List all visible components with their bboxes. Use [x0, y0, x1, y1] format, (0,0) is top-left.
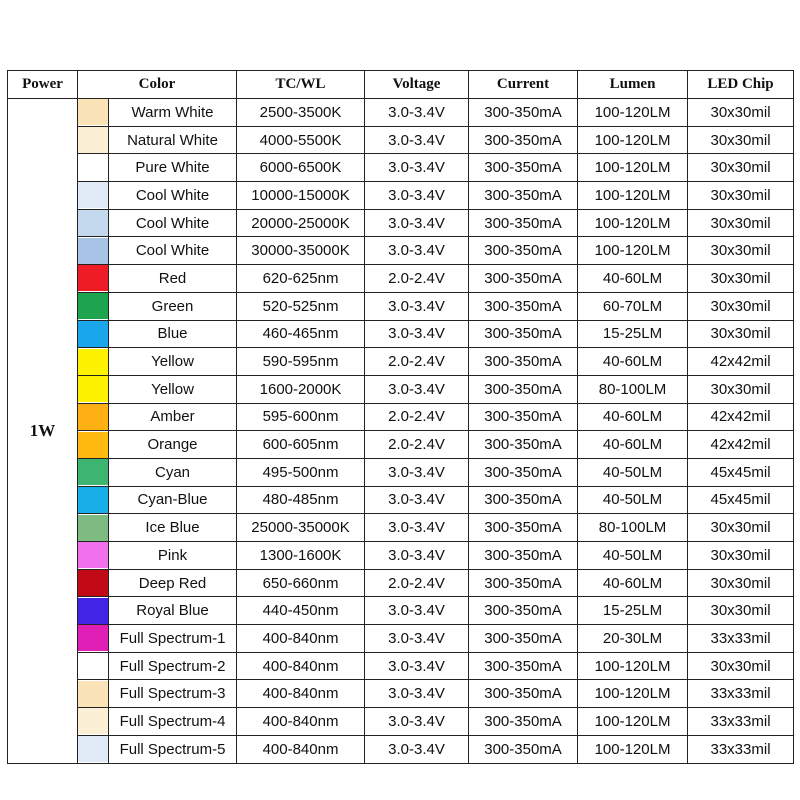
color-swatch	[78, 515, 108, 541]
voltage-cell: 2.0-2.4V	[365, 569, 469, 597]
color-name-cell: Full Spectrum-5	[109, 735, 237, 763]
color-name-cell: Yellow	[109, 375, 237, 403]
voltage-cell: 3.0-3.4V	[365, 680, 469, 708]
color-name-cell: Natural White	[109, 126, 237, 154]
color-swatch-cell	[78, 126, 109, 154]
lumen-cell: 100-120LM	[578, 680, 688, 708]
voltage-cell: 3.0-3.4V	[365, 597, 469, 625]
current-cell: 300-350mA	[469, 209, 578, 237]
power-cell: 1W	[8, 99, 78, 764]
table-row	[8, 431, 794, 459]
lumen-cell: 80-100LM	[578, 514, 688, 542]
current-cell: 300-350mA	[469, 708, 578, 736]
voltage-cell: 3.0-3.4V	[365, 182, 469, 210]
color-swatch-cell	[78, 514, 109, 542]
color-swatch-cell	[78, 708, 109, 736]
voltage-cell: 3.0-3.4V	[365, 320, 469, 348]
led-chip-cell: 45x45mil	[688, 458, 794, 486]
color-swatch	[78, 210, 108, 236]
voltage-cell: 3.0-3.4V	[365, 542, 469, 570]
lumen-cell: 100-120LM	[578, 209, 688, 237]
led-chip-cell: 30x30mil	[688, 182, 794, 210]
current-cell: 300-350mA	[469, 320, 578, 348]
table-row	[8, 542, 794, 570]
color-swatch	[78, 99, 108, 125]
tcwl-cell: 25000-35000K	[237, 514, 365, 542]
header-power: Power	[8, 71, 78, 99]
table-row	[8, 154, 794, 182]
color-swatch-cell	[78, 375, 109, 403]
tcwl-cell: 480-485nm	[237, 486, 365, 514]
color-swatch	[78, 182, 108, 208]
table-row	[8, 486, 794, 514]
led-chip-cell: 30x30mil	[688, 265, 794, 293]
color-name-cell: Cool White	[109, 237, 237, 265]
tcwl-cell: 2500-3500K	[237, 99, 365, 127]
tcwl-cell: 400-840nm	[237, 708, 365, 736]
led-chip-cell: 33x33mil	[688, 625, 794, 653]
color-name-cell: Blue	[109, 320, 237, 348]
table-row	[8, 514, 794, 542]
current-cell: 300-350mA	[469, 348, 578, 376]
voltage-cell: 3.0-3.4V	[365, 126, 469, 154]
tcwl-cell: 650-660nm	[237, 569, 365, 597]
voltage-cell: 3.0-3.4V	[365, 625, 469, 653]
led-chip-cell: 42x42mil	[688, 348, 794, 376]
led-chip-cell: 30x30mil	[688, 652, 794, 680]
led-chip-cell: 30x30mil	[688, 597, 794, 625]
color-swatch-cell	[78, 458, 109, 486]
voltage-cell: 3.0-3.4V	[365, 209, 469, 237]
current-cell: 300-350mA	[469, 680, 578, 708]
current-cell: 300-350mA	[469, 292, 578, 320]
lumen-cell: 15-25LM	[578, 597, 688, 625]
header-color: Color	[78, 71, 237, 99]
tcwl-cell: 620-625nm	[237, 265, 365, 293]
led-chip-cell: 30x30mil	[688, 126, 794, 154]
table-row	[8, 652, 794, 680]
color-swatch	[78, 293, 108, 319]
lumen-cell: 100-120LM	[578, 652, 688, 680]
color-swatch	[78, 349, 108, 375]
color-name-cell: Cool White	[109, 209, 237, 237]
current-cell: 300-350mA	[469, 486, 578, 514]
tcwl-cell: 400-840nm	[237, 680, 365, 708]
color-name-cell: Ice Blue	[109, 514, 237, 542]
table-row	[8, 458, 794, 486]
voltage-cell: 2.0-2.4V	[365, 403, 469, 431]
color-swatch	[78, 432, 108, 458]
current-cell: 300-350mA	[469, 154, 578, 182]
current-cell: 300-350mA	[469, 542, 578, 570]
color-name-cell: Cyan-Blue	[109, 486, 237, 514]
led-chip-cell: 45x45mil	[688, 486, 794, 514]
led-chip-cell: 30x30mil	[688, 514, 794, 542]
color-swatch-cell	[78, 237, 109, 265]
current-cell: 300-350mA	[469, 569, 578, 597]
tcwl-cell: 400-840nm	[237, 652, 365, 680]
table-row	[8, 265, 794, 293]
lumen-cell: 40-60LM	[578, 403, 688, 431]
voltage-cell: 3.0-3.4V	[365, 735, 469, 763]
table-row	[8, 569, 794, 597]
color-name-cell: Full Spectrum-3	[109, 680, 237, 708]
tcwl-cell: 30000-35000K	[237, 237, 365, 265]
color-swatch-cell	[78, 209, 109, 237]
tcwl-cell: 10000-15000K	[237, 182, 365, 210]
tcwl-cell: 495-500nm	[237, 458, 365, 486]
current-cell: 300-350mA	[469, 431, 578, 459]
header-lumen: Lumen	[578, 71, 688, 99]
led-chip-cell: 30x30mil	[688, 154, 794, 182]
color-swatch-cell	[78, 652, 109, 680]
voltage-cell: 3.0-3.4V	[365, 652, 469, 680]
color-swatch	[78, 238, 108, 264]
color-swatch	[78, 598, 108, 624]
voltage-cell: 3.0-3.4V	[365, 237, 469, 265]
tcwl-cell: 460-465nm	[237, 320, 365, 348]
led-chip-cell: 30x30mil	[688, 237, 794, 265]
table-row	[8, 292, 794, 320]
table-row	[8, 99, 794, 127]
color-swatch-cell	[78, 597, 109, 625]
tcwl-cell: 1300-1600K	[237, 542, 365, 570]
current-cell: 300-350mA	[469, 403, 578, 431]
color-name-cell: Warm White	[109, 99, 237, 127]
color-swatch-cell	[78, 99, 109, 127]
table-row	[8, 182, 794, 210]
lumen-cell: 100-120LM	[578, 182, 688, 210]
lumen-cell: 100-120LM	[578, 708, 688, 736]
color-swatch-cell	[78, 431, 109, 459]
lumen-cell: 100-120LM	[578, 735, 688, 763]
header-tcwl: TC/WL	[237, 71, 365, 99]
table-row	[8, 403, 794, 431]
color-swatch-cell	[78, 265, 109, 293]
color-swatch	[78, 321, 108, 347]
color-swatch-cell	[78, 320, 109, 348]
table-row	[8, 348, 794, 376]
led-chip-cell: 33x33mil	[688, 708, 794, 736]
voltage-cell: 3.0-3.4V	[365, 375, 469, 403]
current-cell: 300-350mA	[469, 597, 578, 625]
voltage-cell: 3.0-3.4V	[365, 514, 469, 542]
lumen-cell: 40-50LM	[578, 486, 688, 514]
table-row	[8, 320, 794, 348]
table-row	[8, 597, 794, 625]
color-swatch	[78, 265, 108, 291]
led-chip-cell: 30x30mil	[688, 569, 794, 597]
color-name-cell: Pink	[109, 542, 237, 570]
current-cell: 300-350mA	[469, 265, 578, 293]
led-spec-table	[7, 70, 794, 764]
color-swatch-cell	[78, 154, 109, 182]
lumen-cell: 40-60LM	[578, 569, 688, 597]
color-swatch-cell	[78, 625, 109, 653]
current-cell: 300-350mA	[469, 99, 578, 127]
color-swatch	[78, 155, 108, 181]
color-swatch	[78, 404, 108, 430]
table-row	[8, 209, 794, 237]
lumen-cell: 15-25LM	[578, 320, 688, 348]
color-swatch	[78, 681, 108, 707]
color-name-cell: Amber	[109, 403, 237, 431]
color-swatch-cell	[78, 569, 109, 597]
color-swatch	[78, 542, 108, 568]
color-swatch-cell	[78, 486, 109, 514]
voltage-cell: 3.0-3.4V	[365, 708, 469, 736]
color-swatch-cell	[78, 680, 109, 708]
led-chip-cell: 33x33mil	[688, 680, 794, 708]
lumen-cell: 40-50LM	[578, 458, 688, 486]
tcwl-cell: 6000-6500K	[237, 154, 365, 182]
color-name-cell: Green	[109, 292, 237, 320]
color-swatch	[78, 459, 108, 485]
led-chip-cell: 30x30mil	[688, 209, 794, 237]
lumen-cell: 100-120LM	[578, 126, 688, 154]
lumen-cell: 100-120LM	[578, 99, 688, 127]
lumen-cell: 80-100LM	[578, 375, 688, 403]
voltage-cell: 3.0-3.4V	[365, 486, 469, 514]
lumen-cell: 60-70LM	[578, 292, 688, 320]
tcwl-cell: 595-600nm	[237, 403, 365, 431]
color-swatch	[78, 487, 108, 513]
led-chip-cell: 30x30mil	[688, 292, 794, 320]
current-cell: 300-350mA	[469, 182, 578, 210]
table-row	[8, 680, 794, 708]
led-chip-cell: 30x30mil	[688, 375, 794, 403]
led-chip-cell: 30x30mil	[688, 99, 794, 127]
color-swatch	[78, 708, 108, 734]
current-cell: 300-350mA	[469, 735, 578, 763]
lumen-cell: 40-60LM	[578, 431, 688, 459]
lumen-cell: 40-60LM	[578, 265, 688, 293]
tcwl-cell: 520-525nm	[237, 292, 365, 320]
tcwl-cell: 400-840nm	[237, 625, 365, 653]
current-cell: 300-350mA	[469, 237, 578, 265]
header-row	[8, 71, 794, 99]
tcwl-cell: 590-595nm	[237, 348, 365, 376]
color-swatch	[78, 376, 108, 402]
lumen-cell: 40-50LM	[578, 542, 688, 570]
led-chip-cell: 42x42mil	[688, 403, 794, 431]
header-voltage: Voltage	[365, 71, 469, 99]
color-swatch-cell	[78, 182, 109, 210]
color-swatch-cell	[78, 735, 109, 763]
current-cell: 300-350mA	[469, 514, 578, 542]
voltage-cell: 3.0-3.4V	[365, 99, 469, 127]
color-name-cell: Yellow	[109, 348, 237, 376]
voltage-cell: 2.0-2.4V	[365, 431, 469, 459]
tcwl-cell: 4000-5500K	[237, 126, 365, 154]
tcwl-cell: 440-450nm	[237, 597, 365, 625]
lumen-cell: 40-60LM	[578, 348, 688, 376]
color-swatch	[78, 127, 108, 153]
table-row	[8, 375, 794, 403]
table-body	[8, 99, 794, 764]
color-swatch-cell	[78, 292, 109, 320]
color-name-cell: Pure White	[109, 154, 237, 182]
color-name-cell: Cyan	[109, 458, 237, 486]
tcwl-cell: 1600-2000K	[237, 375, 365, 403]
header-led-chip: LED Chip	[688, 71, 794, 99]
color-name-cell: Deep Red	[109, 569, 237, 597]
current-cell: 300-350mA	[469, 625, 578, 653]
current-cell: 300-350mA	[469, 458, 578, 486]
color-name-cell: Orange	[109, 431, 237, 459]
current-cell: 300-350mA	[469, 652, 578, 680]
color-swatch	[78, 625, 108, 651]
current-cell: 300-350mA	[469, 375, 578, 403]
voltage-cell: 3.0-3.4V	[365, 154, 469, 182]
table-row	[8, 126, 794, 154]
color-swatch	[78, 736, 108, 762]
color-swatch-cell	[78, 403, 109, 431]
table-row	[8, 735, 794, 763]
color-swatch	[78, 653, 108, 679]
color-swatch-cell	[78, 348, 109, 376]
led-chip-cell: 42x42mil	[688, 431, 794, 459]
led-chip-cell: 30x30mil	[688, 320, 794, 348]
voltage-cell: 2.0-2.4V	[365, 348, 469, 376]
color-name-cell: Full Spectrum-1	[109, 625, 237, 653]
color-name-cell: Full Spectrum-2	[109, 652, 237, 680]
header-current: Current	[469, 71, 578, 99]
color-swatch	[78, 570, 108, 596]
voltage-cell: 3.0-3.4V	[365, 292, 469, 320]
lumen-cell: 20-30LM	[578, 625, 688, 653]
current-cell: 300-350mA	[469, 126, 578, 154]
lumen-cell: 100-120LM	[578, 154, 688, 182]
voltage-cell: 3.0-3.4V	[365, 458, 469, 486]
color-name-cell: Cool White	[109, 182, 237, 210]
lumen-cell: 100-120LM	[578, 237, 688, 265]
table-row	[8, 625, 794, 653]
color-name-cell: Royal Blue	[109, 597, 237, 625]
table-row	[8, 237, 794, 265]
led-chip-cell: 30x30mil	[688, 542, 794, 570]
tcwl-cell: 20000-25000K	[237, 209, 365, 237]
tcwl-cell: 400-840nm	[237, 735, 365, 763]
led-chip-cell: 33x33mil	[688, 735, 794, 763]
tcwl-cell: 600-605nm	[237, 431, 365, 459]
color-swatch-cell	[78, 542, 109, 570]
table-row	[8, 708, 794, 736]
color-name-cell: Full Spectrum-4	[109, 708, 237, 736]
color-name-cell: Red	[109, 265, 237, 293]
voltage-cell: 2.0-2.4V	[365, 265, 469, 293]
